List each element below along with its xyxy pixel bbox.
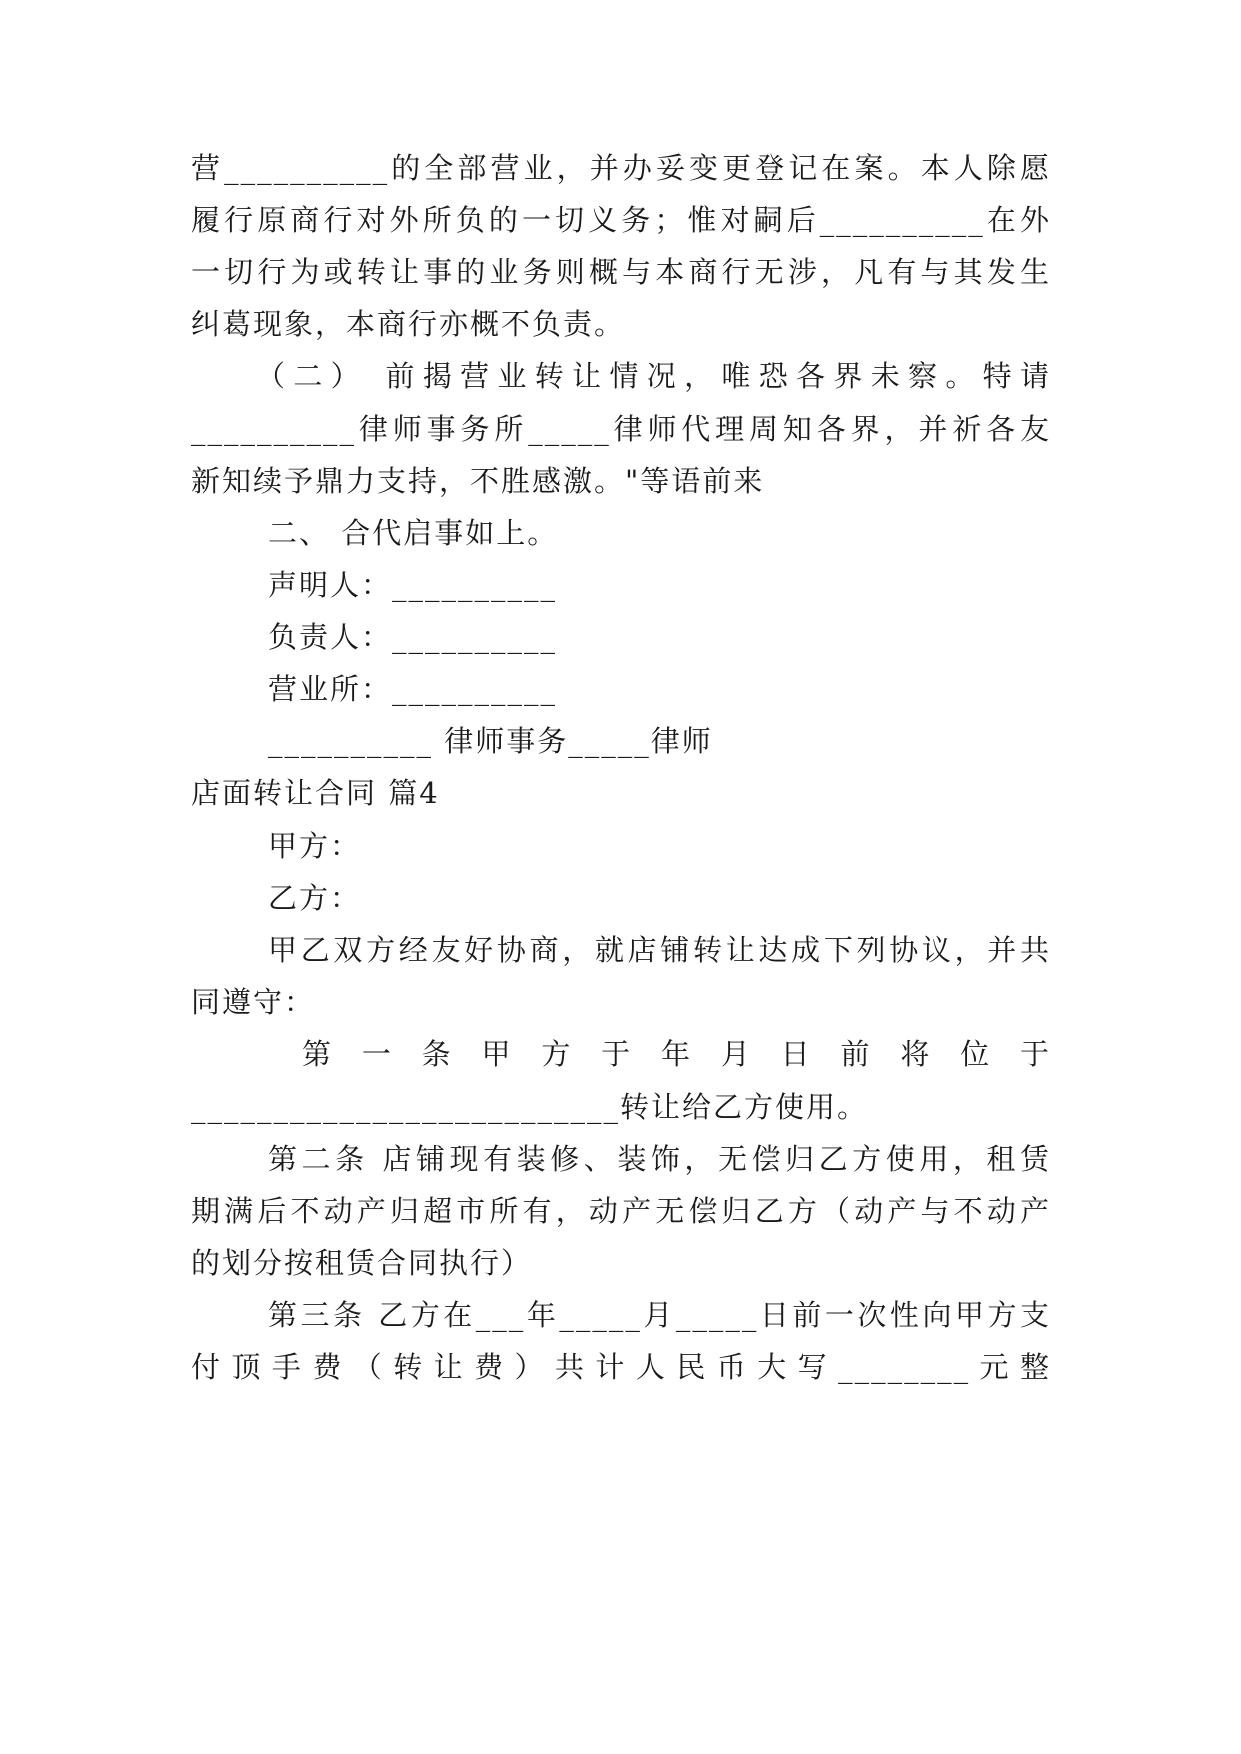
paragraph-line: 营__________的全部营业，并办妥变更登记在案。本人除愿 <box>191 151 1051 185</box>
paragraph-line: __________________________转让给乙方使用。 <box>191 1090 869 1124</box>
article-one-line: 第 一 条 甲 方 于 年 月 日 前 将 位 于 <box>302 1037 1051 1071</box>
paragraph-line: 二、 合代启事如上。 <box>268 516 559 550</box>
article-two-line: 第二条 店铺现有装修、装饰，无偿归乙方使用，租赁 <box>268 1142 1051 1176</box>
paragraph-line: 新知续予鼎力支持，不胜感激。"等语前来 <box>191 464 765 498</box>
paragraph-line: 一切行为或转让事的业务则概与本商行无涉，凡有与其发生 <box>191 255 1051 289</box>
signature-line-responsible: 负责人：__________ <box>268 620 558 654</box>
paragraph-line: 期满后不动产归超市所有，动产无偿归乙方（动产与不动产 <box>191 1194 1051 1228</box>
paragraph-line: 甲乙双方经友好协商，就店铺转让达成下列协议，并共 <box>268 933 1051 967</box>
article-three-line: 第三条 乙方在___年_____月_____日前一次性向甲方支 <box>268 1298 1051 1332</box>
paragraph-line: __________律师事务所_____律师代理周知各界，并祈各友 <box>191 412 1051 446</box>
paragraph-line: 履行原商行对外所负的一切义务；惟对嗣后__________在外 <box>191 203 1051 237</box>
paragraph-line: 同遵守： <box>191 985 316 1019</box>
paragraph-line: 的划分按租赁合同执行） <box>191 1246 533 1280</box>
paragraph-line: 纠葛现象，本商行亦概不负责。 <box>191 307 626 341</box>
section-title: 店面转让合同 篇4 <box>191 776 440 810</box>
signature-line-law-firm: __________ 律师事务_____律师 <box>268 724 713 758</box>
paragraph-line: 付顶手费（转让费）共计人民币大写________元整 <box>191 1350 1051 1384</box>
signature-line-office: 营业所：__________ <box>268 672 558 706</box>
party-a-line: 甲方： <box>268 829 362 863</box>
paragraph-line: （二） 前揭营业转让情况，唯恐各界未察。特请 <box>256 359 1051 393</box>
signature-line-declarant: 声明人：__________ <box>268 568 558 602</box>
party-b-line: 乙方： <box>268 881 362 915</box>
